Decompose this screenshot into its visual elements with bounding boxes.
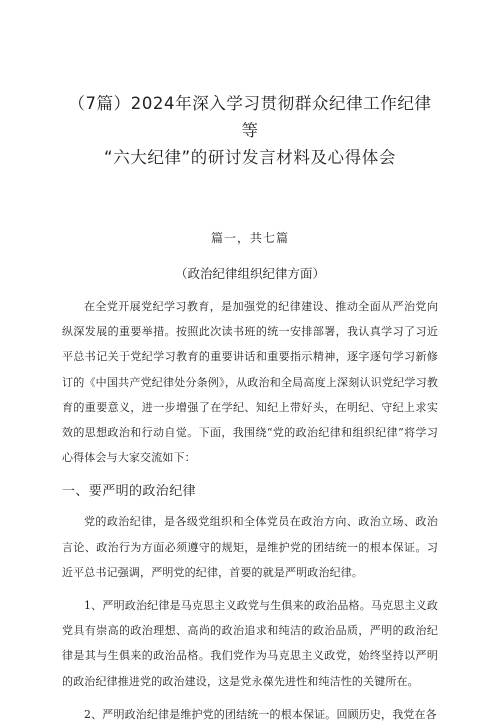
- document-title: [62, 90, 438, 171]
- heading-political-discipline: 一、要严明的政治纪律: [62, 484, 197, 500]
- section-heading: （政治纪律组织纪律方面）: [174, 266, 325, 281]
- paragraph-2: 党的政治纪律，是各级党组织和全体党员在政治方向、政治立场、政治言论、政治行为方面必须遵守的规矩，是维护党的团结统一的根本保证。习近平总书记强调，严明党的纪律，首要的就是严明政治纪律。: [62, 515, 438, 579]
- spacer: [62, 694, 438, 702]
- title-line-1: （7篇）2024年深入学习贯彻群众纪律工作纪律等: [68, 94, 432, 140]
- paragraph-intro: 在全党开展党纪学习教育，是加强党的纪律建设、推动全面从严治党向纵深发展的重要举措。按照此次读书班的统一安排部署，我认真学习了习近平总书记关于党纪学习教育的重要讲话和重要指示精神，逐字逐句学习新修订的《中国共产党纪律处分条例》，从政治和全局高度上深刻认识党纪学习教育的重要意义，进一步增强了在学纪、知纪上带好头，在明纪、守纪上求实效的思想政治和行动自觉。下面，我围绕“党的政治纪律和组织纪律”将学习心得体会与大家交流如下：: [62, 300, 438, 465]
- paragraph-4: 2、严明政治纪律是维护党的团结统一的根本保证。回顾历史，我党在各: [84, 707, 437, 721]
- paragraph-3: 1、严明政治纪律是马克思主义政党与生俱来的政治品格。马克思主义政党具有崇高的政治理想、高尚的政治追求和纯洁的政治品质，严明的政治纪律是其与生俱来的政治品格。我们党作为马克思主义政党，始终坚持以严明的政治纪律推进党的政治建设，这是党永葆先进性和纯洁性的关键所在。: [62, 599, 438, 688]
- title-line-2: “六大纪律”的研讨发言材料及心得体会: [104, 148, 396, 167]
- spacer: [62, 585, 438, 593]
- chapter-label: 篇一，共七篇: [210, 231, 289, 245]
